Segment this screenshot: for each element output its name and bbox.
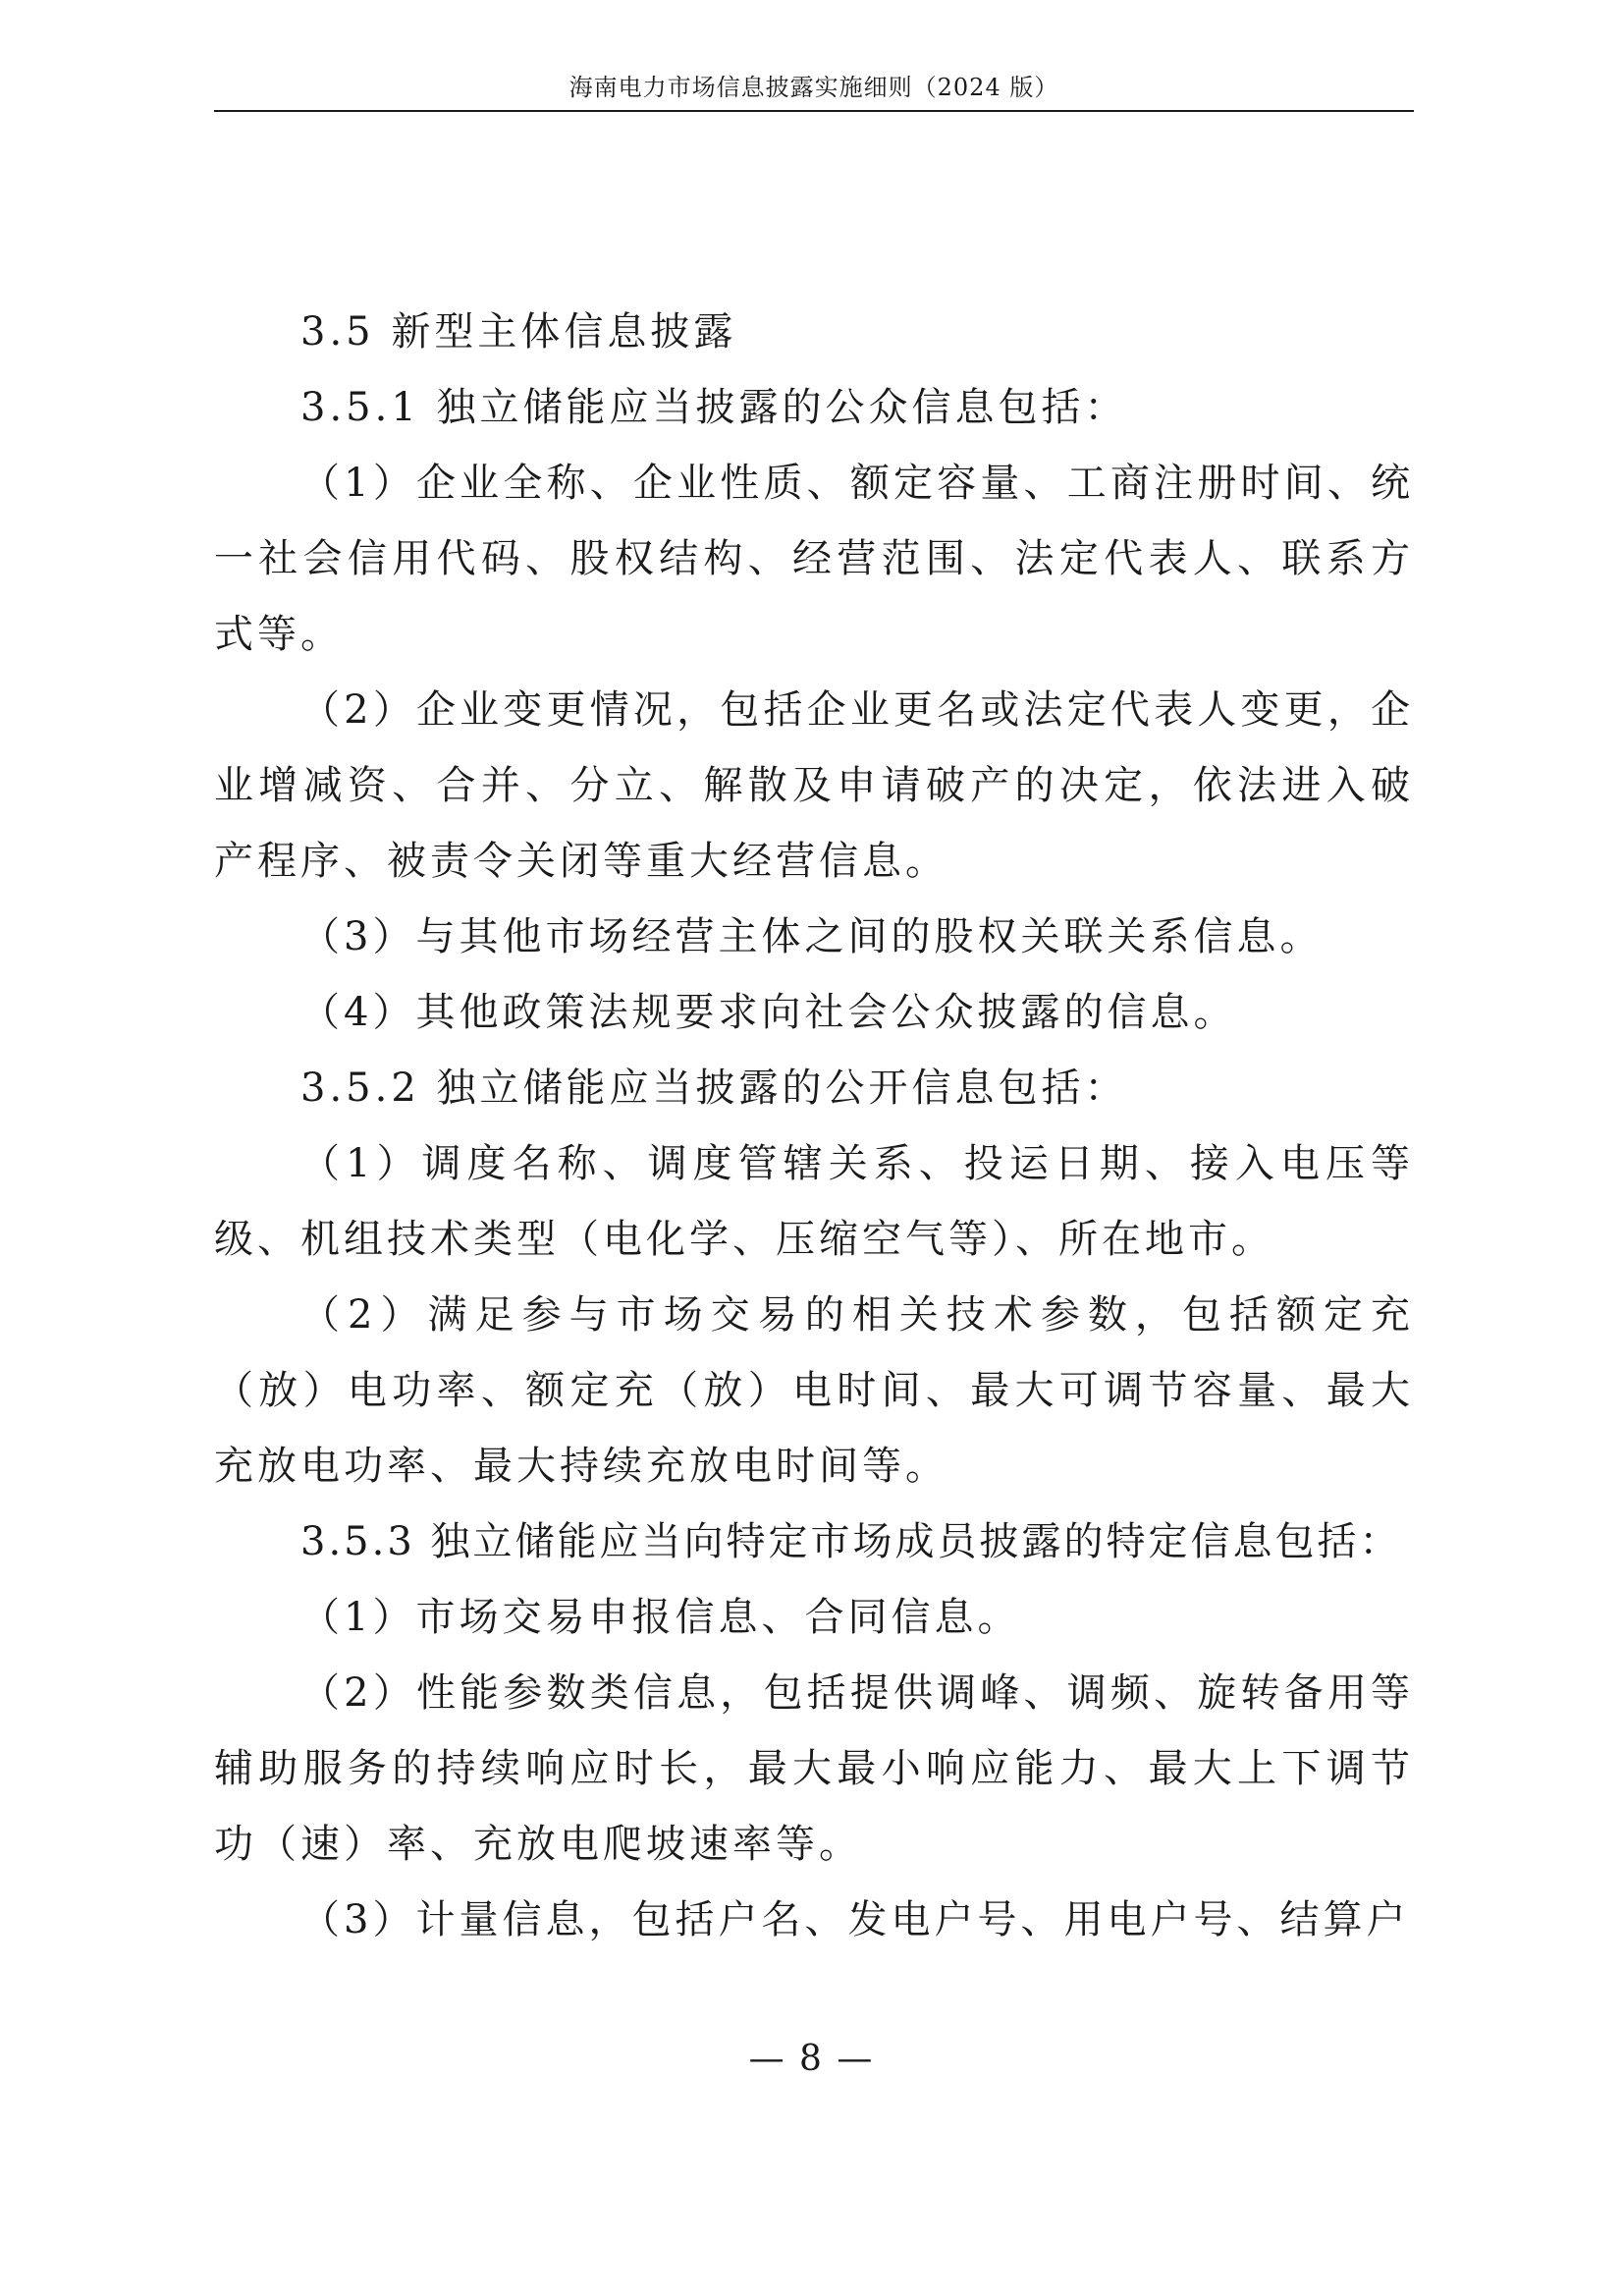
list-item: （1）企业全称、企业性质、额定容量、工商注册时间、统一社会信用代码、股权结构、经营范围、法定代表人、联系方式等。 xyxy=(214,461,1414,657)
list-item: （2）企业变更情况，包括企业更名或法定代表人变更，企业增减资、合并、分立、解散及申请破产的决定，依法进入破产程序、被责令关闭等重大经营信息。 xyxy=(214,687,1414,884)
subsection-heading: 3.5.2 独立储能应当披露的公开信息包括： xyxy=(300,1066,1128,1111)
section-heading: 3.5 新型主体信息披露 xyxy=(300,309,737,355)
subsection-heading: 3.5.3 独立储能应当向特定市场成员披露的特定信息包括： xyxy=(300,1519,1402,1564)
list-item: （3）计量信息，包括户名、发电户号、用电户号、结算户 xyxy=(300,1897,1410,1942)
list-item: （3）与其他市场经营主体之间的股权关联关系信息。 xyxy=(300,914,1324,959)
list-item: （1）调度名称、调度管辖关系、投运日期、接入电压等级、机组技术类型（电化学、压缩空气等）、所在地市。 xyxy=(214,1141,1414,1262)
list-item: （2）满足参与市场交易的相关技术参数，包括额定充（放）电功率、额定充（放）电时间、最大可调节容量、最大充放电功率、最大持续充放电时间等。 xyxy=(214,1292,1414,1489)
list-item: （1）市场交易申报信息、合同信息。 xyxy=(300,1595,1021,1640)
running-header: 海南电力市场信息披露实施细则（2024 版） xyxy=(568,74,1059,101)
page-number: — 8 — xyxy=(748,2039,875,2079)
document-body xyxy=(214,295,1414,1958)
subsection-heading: 3.5.1 独立储能应当披露的公众信息包括： xyxy=(300,385,1128,430)
header-divider xyxy=(214,110,1414,112)
list-item: （4）其他政策法规要求向社会公众披露的信息。 xyxy=(300,990,1237,1035)
list-item: （2）性能参数类信息，包括提供调峰、调频、旋转备用等辅助服务的持续响应时长，最大最小响应能力、最大上下调节功（速）率、充放电爬坡速率等。 xyxy=(214,1670,1414,1867)
